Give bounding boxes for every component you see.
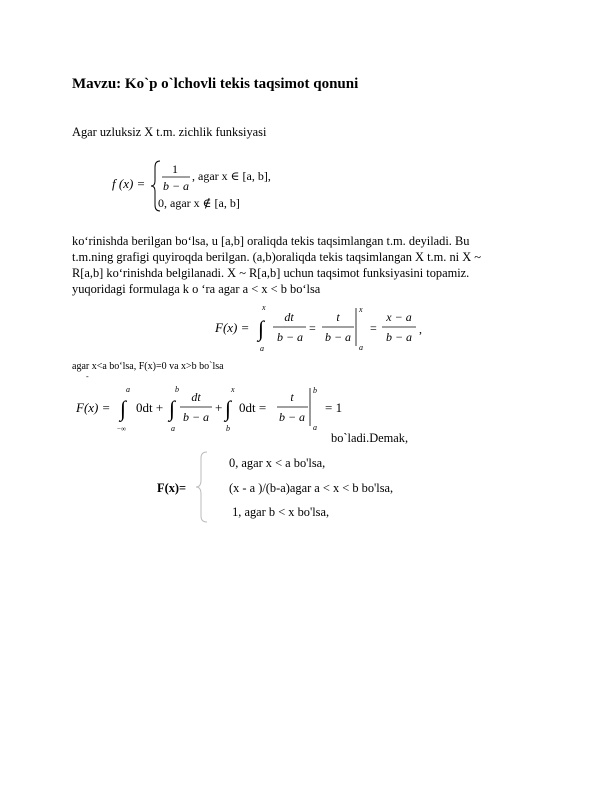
f3-bar-upper: b <box>313 386 317 395</box>
f2-eq1: = <box>309 321 316 335</box>
small-dash: - <box>86 372 89 381</box>
piecewise-case-2: (x - a )/(b-a)agar a < x < b bo'lsa, <box>229 481 394 495</box>
density-case1-den: b − a <box>162 179 190 193</box>
page-title: Mavzu: Ko`p o`lchovli tekis taqsimot qonuni <box>72 76 359 92</box>
piecewise-label: F(x)= <box>157 481 187 495</box>
piecewise-brace-path <box>196 452 207 522</box>
f2-bar-lower: a <box>359 343 363 352</box>
f2-int-den: b − a <box>276 330 304 344</box>
f3-int1-lower: −∞ <box>117 425 126 433</box>
density-case2: 0, agar x ∉ [a, b] <box>158 196 240 210</box>
piecewise-case-1: 0, agar x < a bo'lsa, <box>229 456 326 470</box>
distribution-formula <box>210 302 420 354</box>
density-lhs: f (x) = <box>112 176 146 191</box>
density-formula <box>100 155 300 215</box>
density-case1-num: 1 <box>172 162 178 176</box>
f2-tail: , <box>419 322 422 336</box>
f3-int1-upper: a <box>126 385 130 394</box>
paragraph-line-3: R[a,b] ko‘rinishda belgilanadi. X ~ R[a,b] uchun taqsimot funksiyasini topamiz. <box>72 266 470 280</box>
f2-int-num: dt <box>284 310 294 324</box>
f3-lhs: F(x) = <box>76 400 111 415</box>
f3-int2-lower: a <box>171 424 175 433</box>
density-case1-cond: , agar x ∈ [a, b], <box>192 169 271 183</box>
piecewise-case-3: 1, agar b < x bo'lsa, <box>229 505 330 519</box>
intro-text: Agar uzluksiz X t.m. zichlik funksiyasi <box>72 125 267 139</box>
f3-result: = 1 <box>325 400 343 415</box>
total-probability-formula <box>72 384 372 434</box>
paragraph-line-4: yuqoridagi formulaga k o ‘ra agar a < x < b bo‘lsa <box>72 282 321 296</box>
f3-int2-upper: b <box>175 385 179 394</box>
f2-res-num: x − a <box>386 310 412 324</box>
f3-plus: + <box>215 400 223 415</box>
integral-sign-3-icon: ∫ <box>225 396 232 421</box>
f3-int3-upper: x <box>231 385 235 394</box>
f2-lhs: F(x) = <box>215 320 250 335</box>
f2-upper: x <box>262 303 266 312</box>
paragraph-line-2: t.m.ning grafigi quyiroqda berilgan. (a,b)oraliqda tekis taqsimlangan X t.m. ni X ~ <box>72 250 481 264</box>
f2-lower: a <box>260 344 264 353</box>
f3-int1-body: 0dt + <box>136 400 164 415</box>
paragraph-line-1: ko‘rinishda berilgan bo‘lsa, u [a,b] oraliqda tekis taqsimlangan t.m. deyiladi. Bu <box>72 234 470 248</box>
f2-t-num: t <box>336 310 340 324</box>
f2-res-den: b − a <box>385 330 413 344</box>
f2-t-den: b − a <box>324 330 352 344</box>
f2-bar-upper: x <box>359 305 363 314</box>
f3-int2-num: dt <box>191 390 201 404</box>
integral-sign-icon: ∫ <box>258 316 265 341</box>
small-note: agar x<a bo‘lsa, F(x)=0 va x>b bo`lsa <box>72 361 224 372</box>
f2-eq2: = <box>370 321 377 335</box>
conclusion-text: bo`ladi.Demak, <box>331 431 409 445</box>
f3-bar-lower: a <box>313 423 317 432</box>
f3-int2-den: b − a <box>182 410 210 424</box>
integral-sign-2-icon: ∫ <box>169 396 176 421</box>
f3-int3-lower: b <box>226 424 230 433</box>
piecewise-brace <box>195 450 209 524</box>
f3-t-num: t <box>290 390 294 404</box>
f3-int3-body: 0dt = <box>239 400 267 415</box>
integral-sign-1-icon: ∫ <box>120 396 127 421</box>
f3-t-den: b − a <box>278 410 306 424</box>
